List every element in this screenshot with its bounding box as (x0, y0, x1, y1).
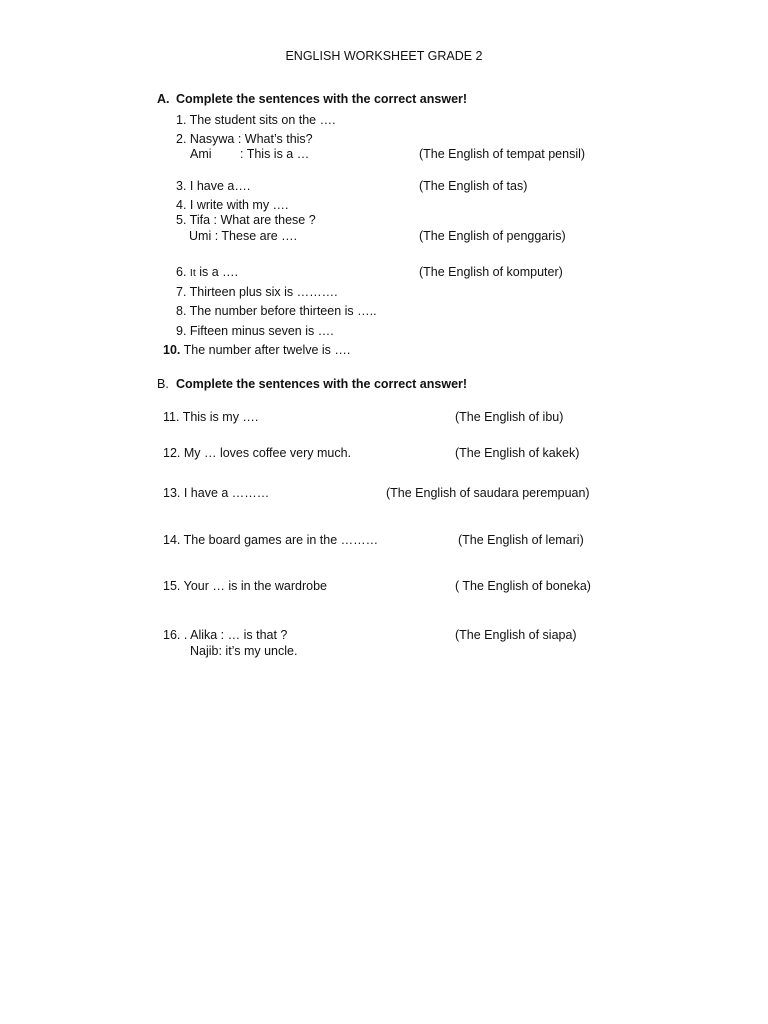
page-title: ENGLISH WORKSHEET GRADE 2 (285, 49, 483, 63)
question-11-hint: (The English of ibu) (455, 410, 564, 424)
question-5-line2: Umi : These are …. (189, 229, 298, 243)
question-11: 11. This is my …. (163, 410, 259, 424)
question-13: 13. I have a ……… (163, 486, 270, 500)
question-15: 15. Your … is in the wardrobe (163, 579, 327, 593)
question-12-hint: (The English of kakek) (455, 446, 580, 460)
question-6-hint: (The English of komputer) (419, 265, 563, 279)
question-2: 2. Nasywa : What’s this? (176, 132, 313, 146)
section-a-marker: A. (157, 92, 170, 106)
question-1: 1. The student sits on the …. (176, 113, 336, 127)
question-9: 9. Fifteen minus seven is …. (176, 324, 334, 338)
section-a-heading: Complete the sentences with the correct answer! (176, 92, 468, 106)
question-14: 14. The board games are in the ……… (163, 533, 379, 547)
question-4: 4. I write with my …. (176, 198, 289, 212)
question-10-number: 10. (163, 343, 181, 357)
question-6-it: It (189, 267, 196, 279)
question-6-text: is a …. (195, 265, 239, 279)
question-5-hint: (The English of penggaris) (419, 229, 566, 243)
question-3: 3. I have a…. (176, 179, 251, 193)
question-2-line2: : This is a … (240, 147, 310, 161)
section-b-heading: Complete the sentences with the correct answer! (176, 377, 468, 391)
question-6-number: 6. (176, 265, 187, 279)
question-6 (176, 265, 238, 281)
question-5: 5. Tifa : What are these ? (176, 213, 316, 227)
question-14-hint: (The English of lemari) (458, 533, 584, 547)
question-7: 7. Thirteen plus six is ………. (176, 285, 338, 299)
question-16-line2: Najib: it’s my uncle. (190, 644, 298, 658)
question-12: 12. My … loves coffee very much. (163, 446, 352, 460)
question-10 (163, 343, 350, 358)
question-3-hint: (The English of tas) (419, 179, 528, 193)
question-2-speaker: Ami (190, 147, 212, 161)
question-16: 16. . Alika : … is that ? (163, 628, 288, 642)
section-b-marker: B. (157, 377, 169, 391)
question-15-hint: ( The English of boneka) (455, 579, 591, 593)
question-13-hint: (The English of saudara perempuan) (386, 486, 590, 500)
question-16-hint: (The English of siapa) (455, 628, 577, 642)
question-8: 8. The number before thirteen is ….. (176, 304, 377, 318)
question-10-text: The number after twelve is …. (183, 343, 351, 357)
question-2-hint: (The English of tempat pensil) (419, 147, 586, 161)
